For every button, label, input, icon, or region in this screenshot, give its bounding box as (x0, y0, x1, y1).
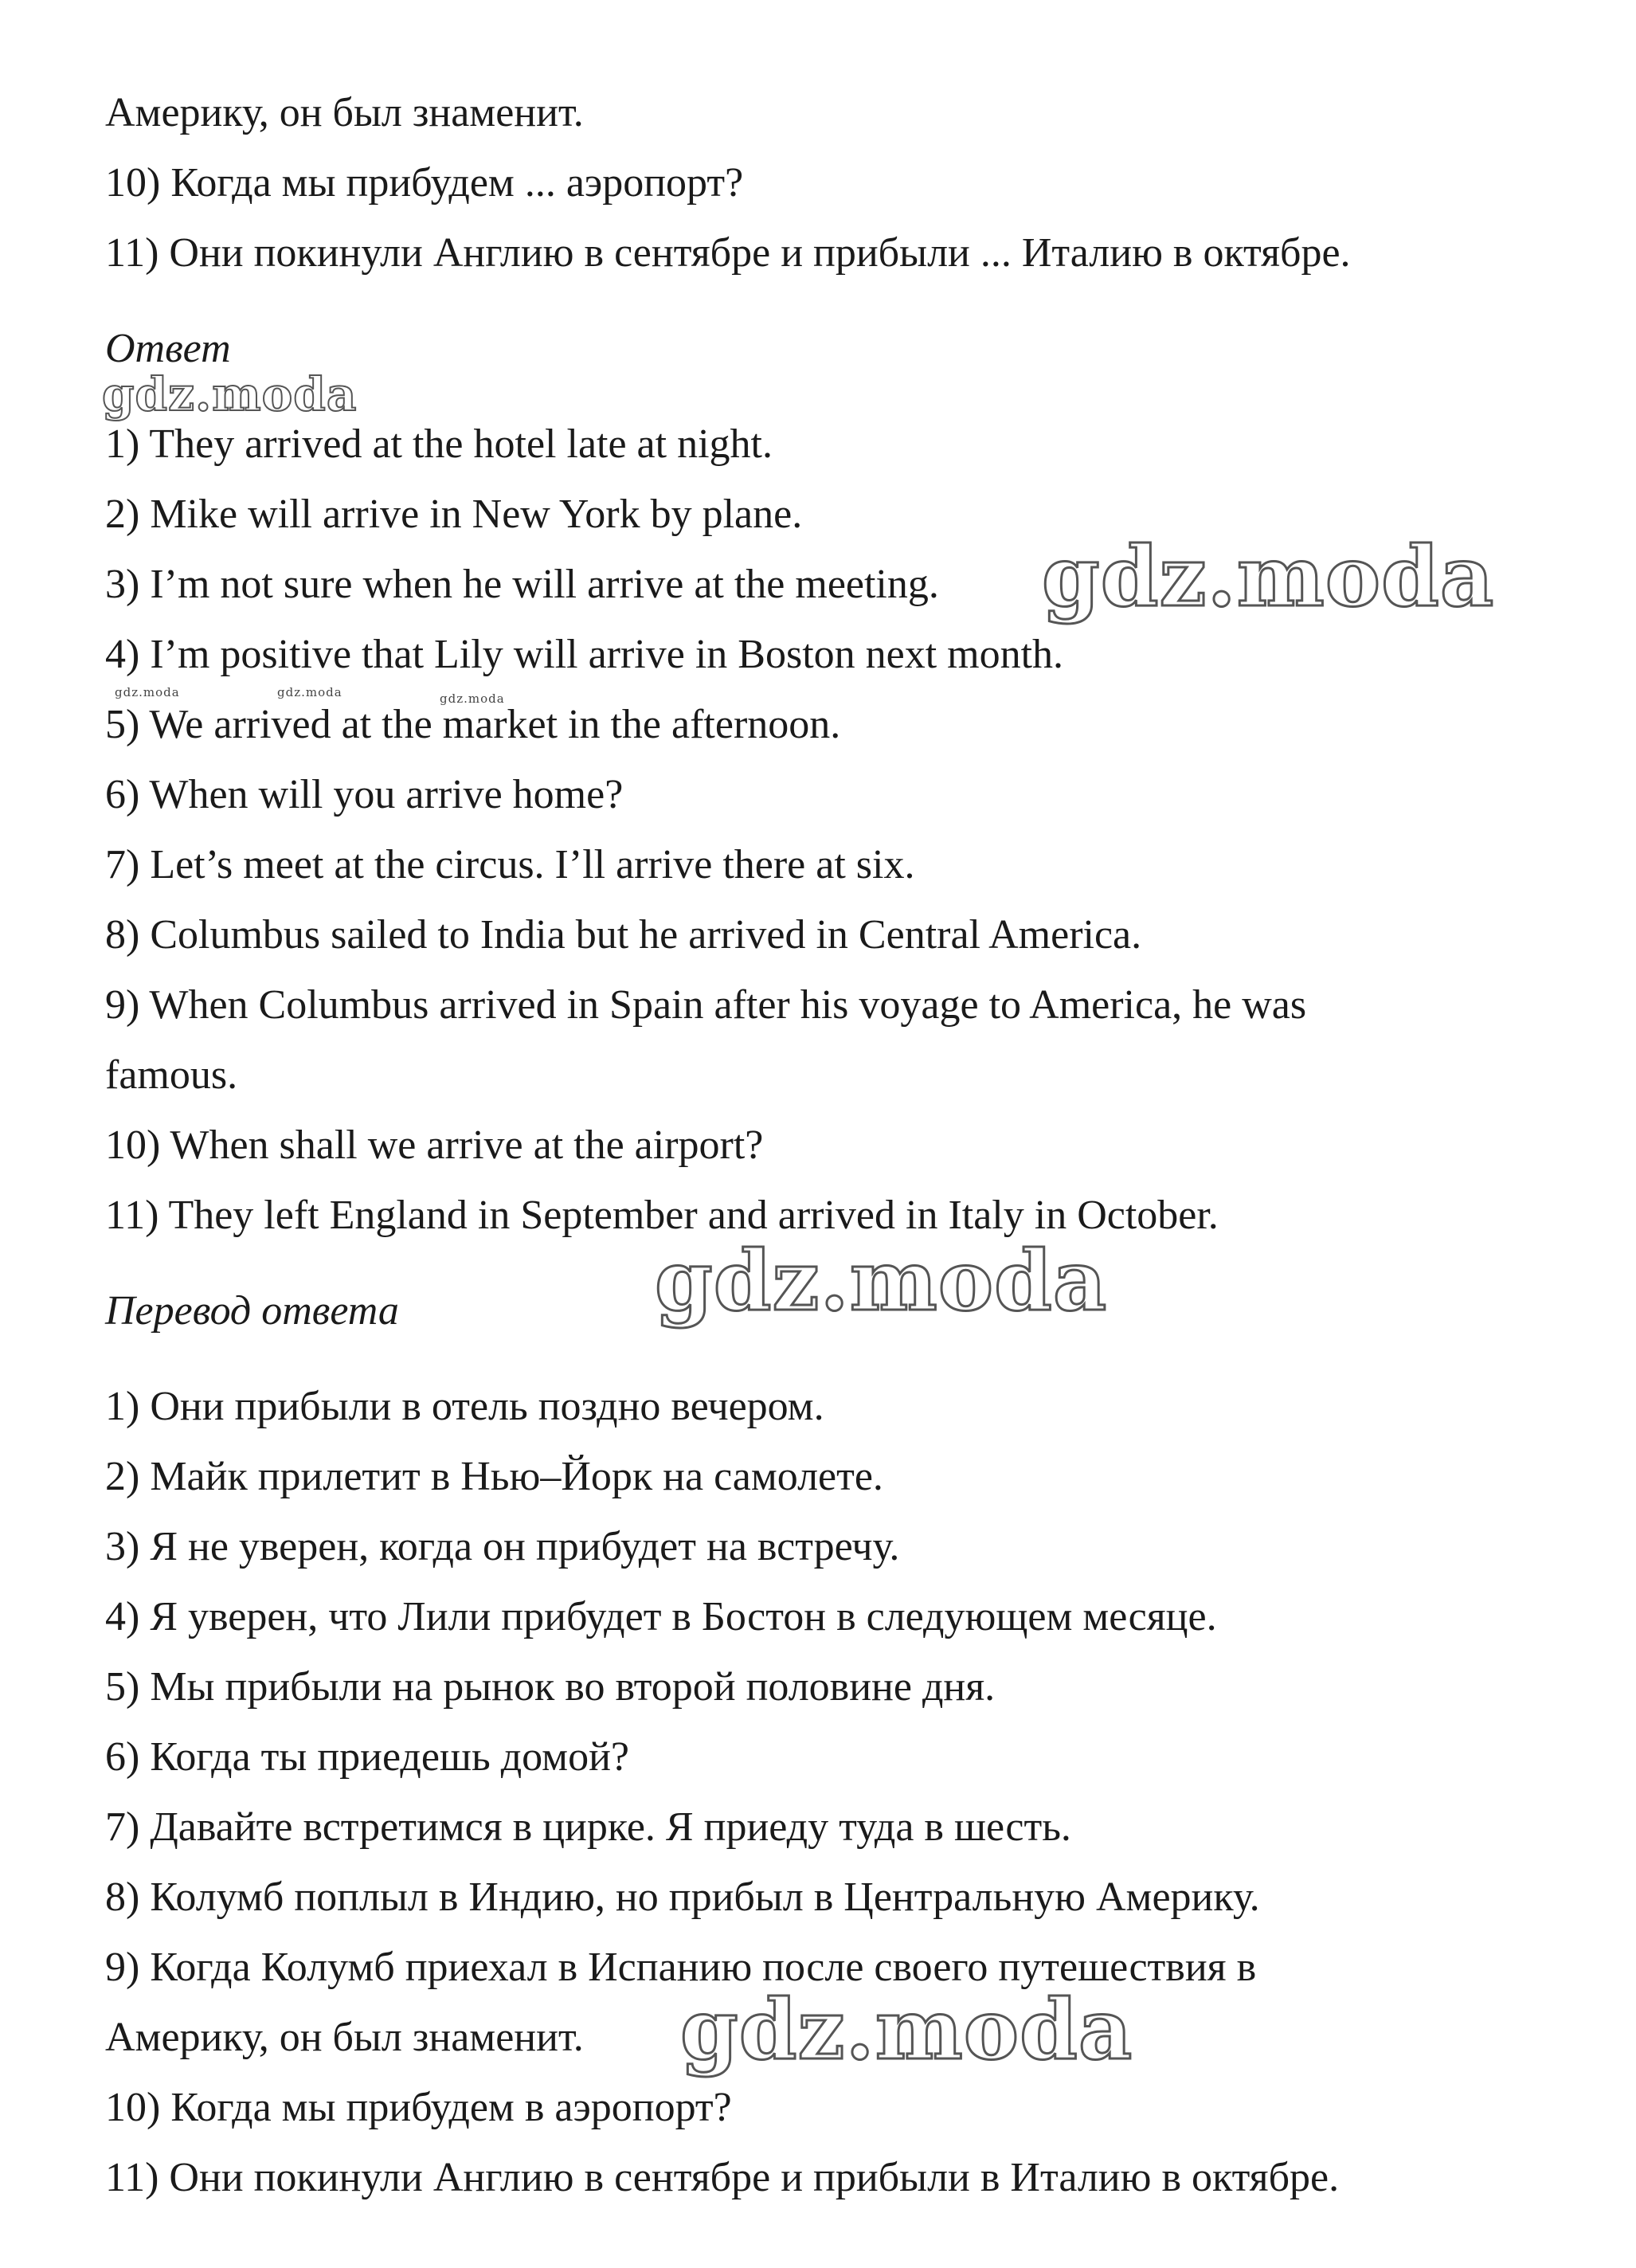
answer-line: 4) I’m positive that Lily will arrive in Boston next month. (105, 632, 1064, 677)
translation-line: 8) Колумб поплыл в Индию, но прибыл в Центральную Америку. (105, 1874, 1260, 1920)
top-line: Америку, он был знаменит. (105, 90, 584, 135)
answer-line: 2) Mike will arrive in New York by plane. (105, 492, 803, 537)
translation-line: 1) Они прибыли в отель поздно вечером. (105, 1384, 824, 1429)
translation-line: 10) Когда мы прибудем в аэропорт? (105, 2085, 732, 2130)
translation-line: Америку, он был знаменит. (105, 2015, 584, 2060)
answer-line: 3) I’m not sure when he will arrive at the meeting. (105, 562, 939, 607)
translation-heading: Перевод ответа (105, 1288, 399, 1334)
translation-line: 5) Мы прибыли на рынок во второй половине дня. (105, 1664, 996, 1710)
watermark-small: gdz.moda (115, 685, 180, 699)
watermark-logo: gdz.moda (680, 1980, 1133, 2078)
answer-line: 8) Columbus sailed to India but he arrived in Central America. (105, 912, 1142, 958)
answer-line: 6) When will you arrive home? (105, 772, 624, 817)
answer-line: 7) Let’s meet at the circus. I’ll arrive there at six. (105, 842, 915, 887)
translation-line: 2) Майк прилетит в Нью–Йорк на самолете. (105, 1454, 883, 1499)
top-line: 10) Когда мы прибудем ... аэропорт? (105, 160, 744, 206)
translation-line: 3) Я не уверен, когда он прибудет на встречу. (105, 1524, 900, 1569)
watermark-logo: gdz.moda (102, 367, 358, 421)
watermark-small: gdz.moda (440, 691, 505, 706)
top-line: 11) Они покинули Англию в сентябре и прибыли ... Италию в октябре. (105, 230, 1351, 276)
translation-line: 9) Когда Колумб приехал в Испанию после своего путешествия в (105, 1945, 1257, 1990)
translation-line: 7) Давайте встретимся в цирке. Я приеду туда в шесть. (105, 1804, 1071, 1850)
answer-heading: Ответ (105, 326, 231, 371)
translation-line: 4) Я уверен, что Лили прибудет в Бостон в следующем месяце. (105, 1594, 1217, 1639)
watermark-small: gdz.moda (277, 685, 342, 699)
answer-line: 10) When shall we arrive at the airport? (105, 1122, 764, 1168)
translation-line: 11) Они покинули Англию в сентябре и прибыли в Италию в октябре. (105, 2155, 1340, 2200)
answer-line: famous. (105, 1052, 238, 1098)
answer-line: 5) We arrived at the market in the afternoon. (105, 702, 841, 747)
answer-line: 11) They left England in September and arrived in Italy in October. (105, 1193, 1219, 1238)
watermark-logo: gdz.moda (655, 1232, 1108, 1330)
answer-line: 1) They arrived at the hotel late at night. (105, 421, 773, 467)
watermark-logo: gdz.moda (1042, 527, 1495, 625)
translation-line: 6) Когда ты приедешь домой? (105, 1734, 629, 1780)
answer-line: 9) When Columbus arrived in Spain after his voyage to America, he was (105, 982, 1307, 1028)
